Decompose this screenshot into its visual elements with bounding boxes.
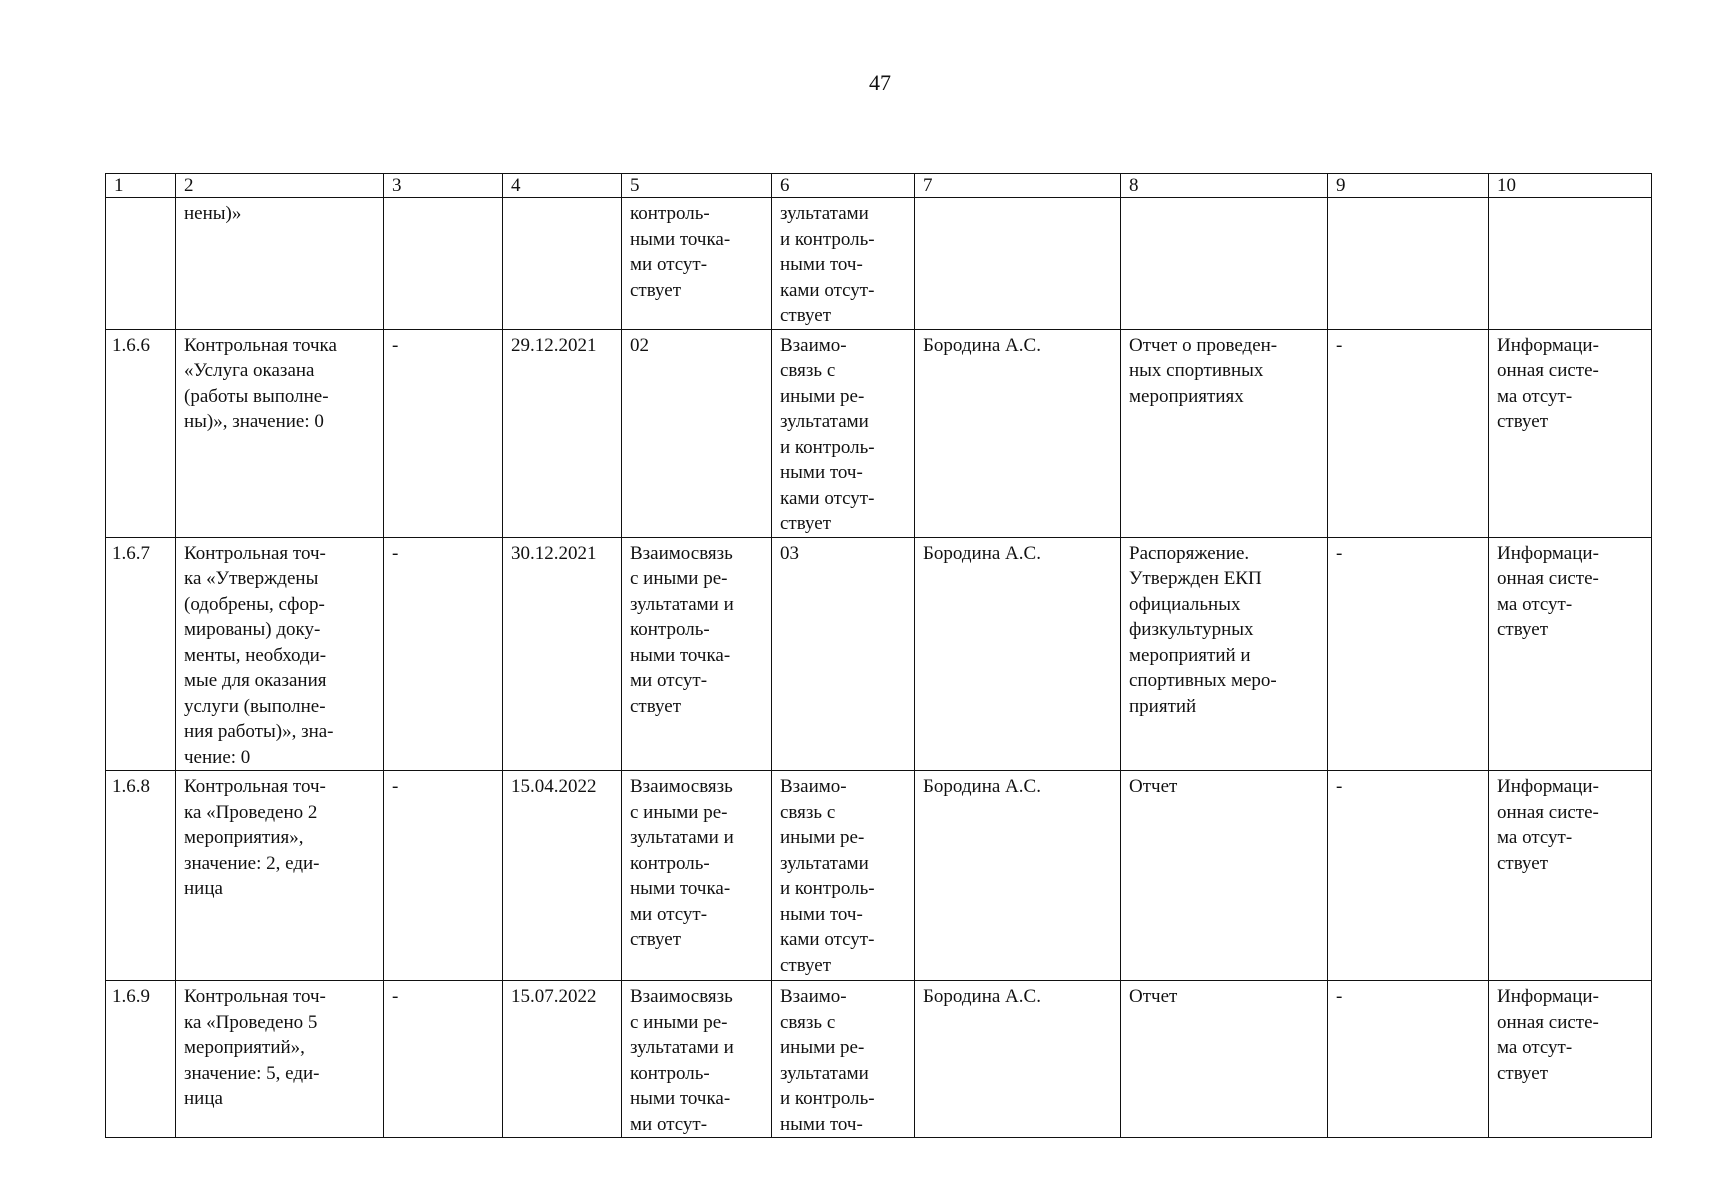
column-number-header: 4 xyxy=(503,174,622,198)
column-number-header: 2 xyxy=(176,174,384,198)
responsible-cell: Бородина А.С. xyxy=(915,537,1121,771)
table-cell: - xyxy=(1328,329,1489,537)
column-number-header: 6 xyxy=(772,174,915,198)
column-number-header: 5 xyxy=(622,174,772,198)
responsible-cell: Бородина А.С. xyxy=(915,329,1121,537)
info-system-cell: Информаци- онная систе- ма отсут- ствует xyxy=(1489,771,1652,981)
column-number-header: 9 xyxy=(1328,174,1489,198)
info-system-cell: Информаци- онная систе- ма отсут- ствует xyxy=(1489,537,1652,771)
table-cell: Взаимо- связь с иными ре- зультатами и контроль- ными точ- ками отсут- ствует xyxy=(772,771,915,981)
control-point-cell: Контрольная точ- ка «Утверждены (одобрены, сфор- мированы) доку- менты, необходи- мые для оказания услуги (выполне- ния работы)», зна- чение: 0 xyxy=(176,537,384,771)
table-cell: Взаимо- связь с иными ре- зультатами и контроль- ными точ- xyxy=(772,981,915,1138)
table-cell: Взаимосвязь с иными ре- зультатами и контроль- ными точка- ми отсут- ствует xyxy=(622,537,772,771)
table-cell xyxy=(384,198,503,330)
row-number-cell: 1.6.6 xyxy=(106,329,176,537)
table-cell: - xyxy=(1328,771,1489,981)
column-number-header: 10 xyxy=(1489,174,1652,198)
table-cell: контроль- ными точка- ми отсут- ствует xyxy=(622,198,772,330)
table-cell: - xyxy=(1328,537,1489,771)
control-point-cell: Контрольная точка «Услуга оказана (работы выполне- ны)», значение: 0 xyxy=(176,329,384,537)
control-point-cell: Контрольная точ- ка «Проведено 5 мероприятий», значение: 5, еди- ница xyxy=(176,981,384,1138)
responsible-cell: Бородина А.С. xyxy=(915,771,1121,981)
table-row xyxy=(106,981,1652,1138)
table-cell: зультатами и контроль- ными точ- ками отсут- ствует xyxy=(772,198,915,330)
row-number-cell: 1.6.7 xyxy=(106,537,176,771)
table-row xyxy=(106,771,1652,981)
control-point-cell: Контрольная точ- ка «Проведено 2 мероприятия», значение: 2, еди- ница xyxy=(176,771,384,981)
column-number-header: 3 xyxy=(384,174,503,198)
document-cell: Отчет xyxy=(1121,771,1328,981)
info-system-cell xyxy=(1489,198,1652,330)
document-cell: Распоряжение. Утвержден ЕКП официальных физкультурных мероприятий и спортивных меро- приятий xyxy=(1121,537,1328,771)
table-cell: Взаимо- связь с иными ре- зультатами и контроль- ными точ- ками отсут- ствует xyxy=(772,329,915,537)
table-cell: 02 xyxy=(622,329,772,537)
table-header-row xyxy=(106,174,1652,198)
table-cell: - xyxy=(384,537,503,771)
info-system-cell: Информаци- онная систе- ма отсут- ствует xyxy=(1489,329,1652,537)
date-cell: 15.04.2022 xyxy=(503,771,622,981)
control-point-cell: нены)» xyxy=(176,198,384,330)
table-cell: Взаимосвязь с иными ре- зультатами и контроль- ными точка- ми отсут- xyxy=(622,981,772,1138)
column-number-header: 7 xyxy=(915,174,1121,198)
table-cell: - xyxy=(1328,981,1489,1138)
date-cell: 15.07.2022 xyxy=(503,981,622,1138)
table-cell: 03 xyxy=(772,537,915,771)
info-system-cell: Информаци- онная систе- ма отсут- ствует xyxy=(1489,981,1652,1138)
plan-table xyxy=(105,173,1652,1138)
table-cell: Взаимосвязь с иными ре- зультатами и контроль- ными точка- ми отсут- ствует xyxy=(622,771,772,981)
row-number-cell xyxy=(106,198,176,330)
responsible-cell: Бородина А.С. xyxy=(915,981,1121,1138)
document-cell: Отчет о проведен- ных спортивных мероприятиях xyxy=(1121,329,1328,537)
responsible-cell xyxy=(915,198,1121,330)
table-cell: - xyxy=(384,981,503,1138)
table-row xyxy=(106,198,1652,330)
column-number-header: 1 xyxy=(106,174,176,198)
document-cell xyxy=(1121,198,1328,330)
date-cell xyxy=(503,198,622,330)
row-number-cell: 1.6.9 xyxy=(106,981,176,1138)
date-cell: 29.12.2021 xyxy=(503,329,622,537)
table-cell: - xyxy=(384,771,503,981)
page-number: 47 xyxy=(869,70,891,95)
table-cell: - xyxy=(384,329,503,537)
document-cell: Отчет xyxy=(1121,981,1328,1138)
table-row xyxy=(106,329,1652,537)
table-row xyxy=(106,537,1652,771)
column-number-header: 8 xyxy=(1121,174,1328,198)
row-number-cell: 1.6.8 xyxy=(106,771,176,981)
table-cell xyxy=(1328,198,1489,330)
date-cell: 30.12.2021 xyxy=(503,537,622,771)
